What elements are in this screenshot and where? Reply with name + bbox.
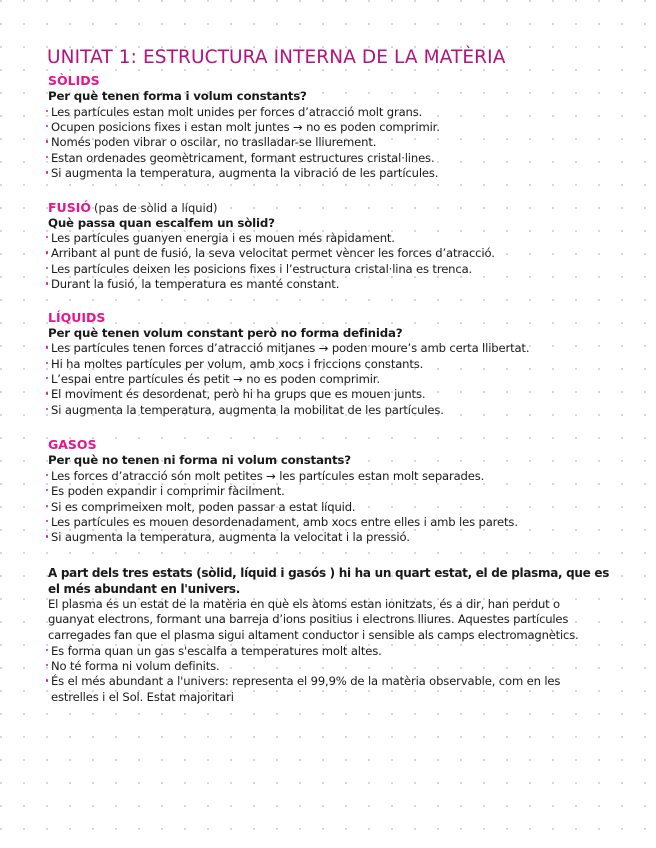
list-item: Les partícules deixen les posicions fixes i l’estructura cristal·lina es trenca.	[47, 262, 627, 277]
plasma-paragraph: El plasma és un estat de la matèria en què els àtoms estan ionitzats, és a dir, han perdut o guanyat electrons, formant una barreja d’ions positius i electrons lliures. Aquestes partícules carregades fan que el plasma sigui altament conductor i sensible als camps electromagnètics.	[48, 596, 579, 642]
list-item: Només poden vibrar o oscilar, no traslladar-se lliurement.	[47, 135, 627, 150]
list-item: No té forma ni volum definits.	[47, 659, 607, 674]
list-item: Si augmenta la temperatura, augmenta la mobilitat de les partícules.	[47, 403, 627, 418]
list-item: Es poden expandir i comprimir fàcilment.	[47, 484, 627, 499]
list-item: Les partícules estan molt unides per forces d’atracció molt grans.	[47, 105, 627, 120]
list-item: Si augmenta la temperatura, augmenta la vibració de les partícules.	[47, 166, 627, 181]
list-item: El moviment és desordenat, però hi ha grups que es mouen junts.	[47, 387, 627, 402]
section-heading: GASOS	[48, 437, 97, 453]
bullet-list	[47, 469, 627, 546]
bullet-list	[47, 341, 627, 418]
list-item: Arribant al punt de fusió, la seva velocitat permet vèncer les forces d’atracció.	[47, 246, 627, 261]
section-solids	[47, 73, 627, 182]
list-item: És el més abundant a l'univers: representa el 99,9% de la matèria observable, com en les estrelles i el Sol. Estat majoritari	[47, 674, 607, 705]
spacer	[47, 182, 627, 200]
section-heading: SÒLIDS	[48, 73, 100, 88]
list-item: Les partícules es mouen desordenadament, amb xocs entre elles i amb les parets.	[47, 515, 627, 530]
section-fusion	[47, 200, 627, 293]
section-heading: FUSIÓ	[48, 199, 91, 215]
section-gases	[47, 437, 627, 546]
list-item: Estan ordenades geomètricament, formant estructures cristal·lines.	[47, 151, 627, 166]
document-page	[47, 46, 627, 705]
section-heading: LÍQUIDS	[48, 309, 106, 325]
list-item: Durant la fusió, la temperatura es manté constant.	[47, 277, 627, 292]
spacer	[47, 546, 627, 565]
section-question: Per què no tenen ni forma ni volum constants?	[48, 453, 351, 468]
list-item: Si augmenta la temperatura, augmenta la velocitat i la pressió.	[47, 530, 627, 545]
bullet-list	[47, 644, 607, 706]
section-heading-row	[48, 200, 627, 216]
list-item: L’espai entre partícules és petit → no es poden comprimir.	[47, 372, 627, 387]
list-item: Es forma quan un gas s'escalfa a temperatures molt altes.	[47, 644, 607, 659]
bullet-list	[47, 231, 627, 293]
section-question: Què passa quan escalfem un sòlid?	[48, 215, 275, 230]
page-title: UNITAT 1: ESTRUCTURA INTERNA DE LA MATÈRIA	[47, 47, 506, 68]
section-liquids	[47, 310, 627, 419]
list-item: Si es comprimeixen molt, poden passar a estat líquid.	[47, 500, 627, 515]
list-item: Ocupen posicions fixes i estan molt juntes → no es poden comprimir.	[47, 120, 627, 135]
list-item: Les partícules guanyen energia i es mouen més ràpidament.	[47, 231, 627, 246]
bullet-list	[47, 105, 627, 182]
section-question: Per què tenen volum constant però no forma definida?	[48, 325, 403, 340]
spacer	[47, 418, 627, 437]
section-plasma	[47, 565, 627, 705]
list-item: Hi ha moltes partícules per volum, amb xocs i friccions constants.	[47, 357, 627, 372]
plasma-intro: A part dels tres estats (sòlid, líquid i gasós ) hi ha un quart estat, el de plasma, que es el més abundant en l'univers.	[48, 565, 610, 596]
spacer	[47, 293, 627, 310]
section-note: (pas de sòlid a líquid)	[93, 200, 218, 215]
section-question: Per què tenen forma i volum constants?	[48, 89, 307, 103]
list-item: Les partícules tenen forces d’atracció mitjanes → poden moure’s amb certa llibertat.	[47, 341, 627, 356]
list-item: Les forces d’atracció són molt petites → les partícules estan molt separades.	[47, 469, 627, 484]
